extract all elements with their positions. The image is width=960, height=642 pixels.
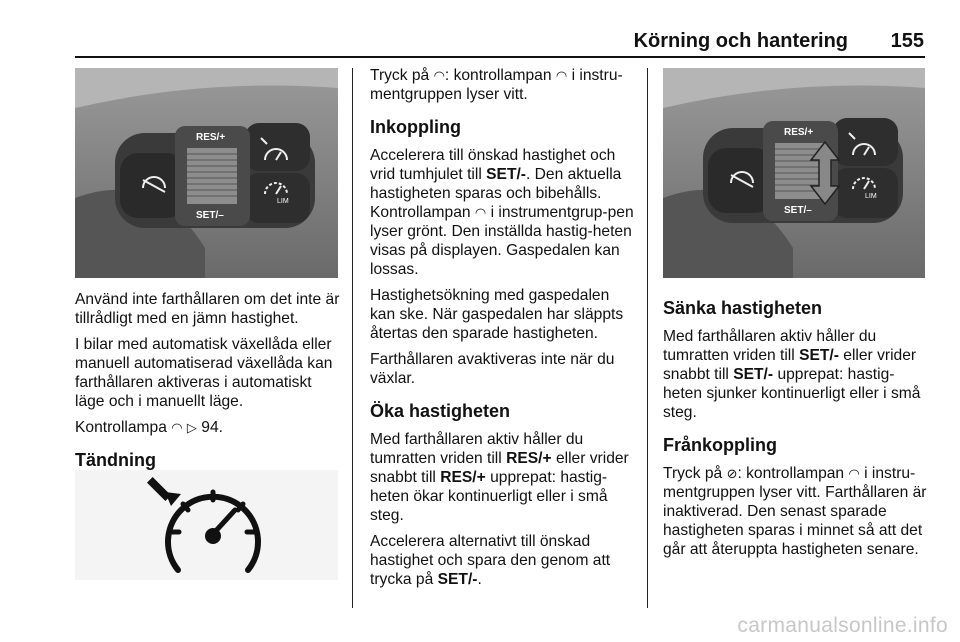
set-label: SET/–: [784, 205, 812, 216]
paragraph: Med farthållaren aktiv håller du tumratten vriden till RES/+ eller vrider snabbt till RES/+ upprepat: hastig-heten ökar kontinuerligt eller i små steg.: [370, 431, 629, 524]
paragraph: Kontrollampa ◠ ▷ 94.: [75, 419, 223, 436]
paragraph: Farthållaren avaktiveras inte när du växlar.: [370, 351, 615, 387]
column-1: [75, 290, 345, 479]
heading-sanka-hastigheten: Sänka hastigheten: [663, 298, 823, 318]
heading-oka-hastigheten: Öka hastigheten: [370, 401, 511, 421]
lim-label: LIM: [865, 193, 877, 200]
lim-label: LIM: [277, 198, 289, 205]
cruise-control-lamp-icon: ◠: [555, 68, 568, 83]
heading-inkoppling: Inkoppling: [370, 117, 461, 137]
heading-tandning: Tändning: [75, 450, 156, 470]
paragraph: Tryck på ◠: kontrollampan ◠ i instru-mentgruppen lyser vitt.: [370, 67, 623, 103]
running-title: Körning och hantering: [633, 30, 848, 52]
cruise-control-lamp-icon: ◠: [848, 466, 860, 481]
res-label: RES/+: [784, 127, 814, 138]
res-label: RES/+: [196, 132, 226, 143]
cruise-control-lamp-icon: ◠: [433, 68, 445, 83]
paragraph: Hastighetsökning med gaspedalen kan ske. När gaspedalen har släppts återtas den sparade hastigheten.: [370, 287, 624, 342]
cruise-control-lamp-icon: ◠: [171, 420, 183, 435]
header-rule: [75, 56, 925, 58]
thumbwheel-direction-photo: [663, 68, 925, 278]
paragraph: Använd inte farthållaren om det inte är tillrådligt med en jämn hastighet.: [75, 291, 340, 327]
paragraph: I bilar med automatisk växellåda eller manuell automatiserad växellåda kan farthållaren aktiveras i automatiskt läge och i manuellt läge.: [75, 336, 333, 410]
set-label: SET/–: [196, 210, 224, 221]
column-divider-1: [352, 68, 353, 608]
cruise-control-symbol-icon: [75, 470, 338, 580]
paragraph: Accelerera till önskad hastighet och vrid tumhjulet till SET/-. Den aktuella hastigheten sparas och bibehålls. Kontrollampan ◠ i instrumentgrup-pen lyser grönt. Den inställda hastig-heten visas på displayen. Gaspedalen kan lossas.: [370, 147, 634, 278]
cruise-control-lamp-icon: ◠: [474, 205, 487, 220]
reference-triangle-icon: ▷: [186, 420, 197, 435]
paragraph: Accelerera alternativt till önskad hastighet och spara den genom att trycka på SET/-.: [370, 533, 611, 588]
column-2: [370, 66, 635, 596]
column-3: [663, 285, 931, 566]
cruise-control-symbol-figure: [75, 470, 338, 580]
cruise-control-off-icon: ⊘: [726, 466, 738, 481]
page-header: [0, 30, 960, 54]
page-number: 155: [890, 30, 924, 52]
heading-frankoppling: Frånkoppling: [663, 435, 777, 455]
paragraph: Med farthållaren aktiv håller du tumratten vriden till SET/- eller vrider snabbt till SET/- upprepat: hastig-heten sjunker kontinuerligt eller i små steg.: [663, 328, 921, 421]
column-divider-2: [647, 68, 648, 608]
steering-wheel-controls-photo: [75, 68, 338, 278]
paragraph: Tryck på ⊘: kontrollampan ◠ i instru-mentgruppen lyser vitt. Farthållaren är inaktiverad. Den senast sparade hastigheten sparas i minnet så att det går att återuppta hastigheten senare.: [663, 465, 927, 558]
watermark: carmanualsonline.info: [737, 614, 948, 637]
